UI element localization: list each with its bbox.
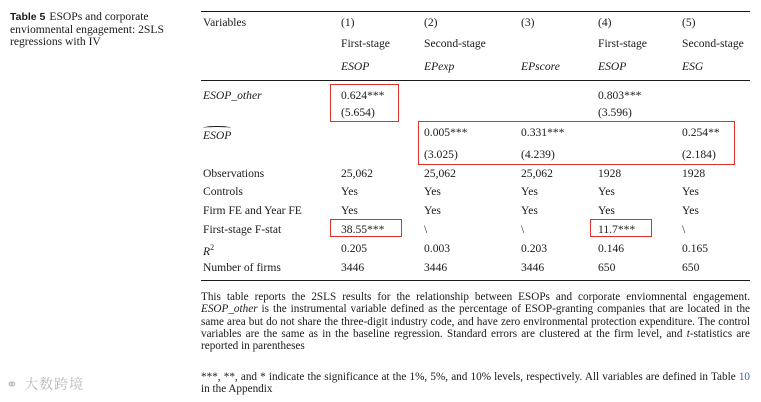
coef-cell: 0.254** xyxy=(682,126,720,139)
header-depvar: EPscore xyxy=(521,60,560,73)
value-cell: Yes xyxy=(424,185,441,198)
value-cell: \ xyxy=(521,223,525,236)
note-1-text-b: is the instrumental variable defined as the percentage of ESOP-granting companies that are located in the same area but do not share the three-digit industry code, and have zero environmental protection expenditure. The control variables are the same as in the baseline regression. Standard errors are clustered at the firm level, and xyxy=(201,303,750,340)
bottom-rule xyxy=(201,280,750,281)
table-note-2 xyxy=(201,371,750,396)
value-cell: Yes xyxy=(424,204,441,217)
tstat-cell: (2.184) xyxy=(682,148,716,161)
value-cell: \ xyxy=(424,223,428,236)
note-1-text-c: -statistics are reported in parentheses xyxy=(201,327,750,353)
header-depvar: ESG xyxy=(682,60,704,73)
highlight-box-iv-col1 xyxy=(330,84,399,122)
header-col-num: (2) xyxy=(424,16,438,29)
row-label-fe: Firm FE and Year FE xyxy=(203,204,302,217)
top-rule xyxy=(201,11,750,12)
caption-text: ESOPs and corporate enviomnental engagement: 2SLS regressions with IV xyxy=(10,10,164,48)
highlight-box-esop-hat xyxy=(418,121,735,165)
header-variables: Variables xyxy=(203,16,247,29)
header-stage: First-stage xyxy=(598,37,647,50)
watermark-text: 大数跨境 xyxy=(24,377,85,393)
highlight-box-fstat-col1 xyxy=(330,219,402,237)
value-cell: 0.203 xyxy=(521,242,548,255)
header-col-num: (5) xyxy=(682,16,696,29)
header-depvar: ESOP xyxy=(341,60,370,73)
coef-cell: 0.624*** xyxy=(341,89,385,102)
value-cell: 25,062 xyxy=(424,167,456,180)
header-stage: First-stage xyxy=(341,37,390,50)
value-cell: 3446 xyxy=(341,261,365,274)
note-1-variable: ESOP_other xyxy=(201,303,258,316)
row-label-r2 xyxy=(203,241,214,258)
value-cell: 25,062 xyxy=(341,167,373,180)
coef-cell: 0.803*** xyxy=(598,89,642,102)
row-label-firms: Number of firms xyxy=(203,261,281,274)
watermark-logo-icon: ⚭ xyxy=(6,377,19,393)
coef-cell: 0.005*** xyxy=(424,126,468,139)
table-label: Table 5 xyxy=(10,11,46,23)
value-cell: 3446 xyxy=(521,261,545,274)
header-col-num: (3) xyxy=(521,16,535,29)
value-cell: 0.205 xyxy=(341,242,368,255)
value-cell: Yes xyxy=(521,185,538,198)
note-2-text-a: ***, **, and * indicate the significance at the 1%, 5%, and 10% levels, respectively. All variables are defined in Table xyxy=(201,371,739,383)
value-cell: 25,062 xyxy=(521,167,553,180)
row-label-esop-other: ESOP_other xyxy=(203,89,262,102)
header-stage: Second-stage xyxy=(682,37,744,50)
value-cell: 38.55*** xyxy=(341,223,385,236)
table-caption xyxy=(10,11,195,49)
r2-superscript: 2 xyxy=(210,243,215,252)
tstat-cell: (4.239) xyxy=(521,148,555,161)
tstat-cell: (3.025) xyxy=(424,148,458,161)
tstat-cell: (3.596) xyxy=(598,106,632,119)
watermark xyxy=(6,374,84,394)
value-cell: Yes xyxy=(341,204,358,217)
value-cell: 1928 xyxy=(598,167,622,180)
esop-hat-label: ESOP xyxy=(203,129,232,142)
header-rule xyxy=(201,80,750,81)
value-cell: Yes xyxy=(598,204,615,217)
value-cell: Yes xyxy=(521,204,538,217)
header-col-num: (4) xyxy=(598,16,612,29)
value-cell: Yes xyxy=(682,204,699,217)
note-2-text-b: in the Appendix xyxy=(201,383,273,396)
value-cell: 11.7*** xyxy=(598,223,636,236)
row-label-fstat: First-stage F-stat xyxy=(203,223,282,236)
value-cell: 650 xyxy=(598,261,616,274)
highlight-box-fstat-col4 xyxy=(590,219,652,237)
value-cell: Yes xyxy=(682,185,699,198)
header-col-num: (1) xyxy=(341,16,355,29)
appendix-table-link[interactable]: 10 xyxy=(738,371,750,383)
header-stage: Second-stage xyxy=(424,37,486,50)
table-note-1 xyxy=(201,291,750,352)
header-depvar: EPexp xyxy=(424,60,455,73)
note-1-t: t xyxy=(686,327,690,340)
value-cell: 3446 xyxy=(424,261,448,274)
coef-cell: 0.331*** xyxy=(521,126,565,139)
value-cell: Yes xyxy=(341,185,358,198)
value-cell: 1928 xyxy=(682,167,706,180)
r2-symbol: R xyxy=(203,244,211,258)
value-cell: 650 xyxy=(682,261,700,274)
header-depvar: ESOP xyxy=(598,60,627,73)
value-cell: 0.003 xyxy=(424,242,451,255)
value-cell: Yes xyxy=(598,185,615,198)
row-label-observations: Observations xyxy=(203,167,265,180)
row-label-esop-hat xyxy=(203,129,231,142)
note-1-text-a: This table reports the 2SLS results for the relationship between ESOPs and corporate enviomnental engagement. xyxy=(201,291,750,303)
value-cell: 0.165 xyxy=(682,242,709,255)
row-label-controls: Controls xyxy=(203,185,243,198)
value-cell: \ xyxy=(682,223,686,236)
value-cell: 0.146 xyxy=(598,242,625,255)
tstat-cell: (5.654) xyxy=(341,106,375,119)
